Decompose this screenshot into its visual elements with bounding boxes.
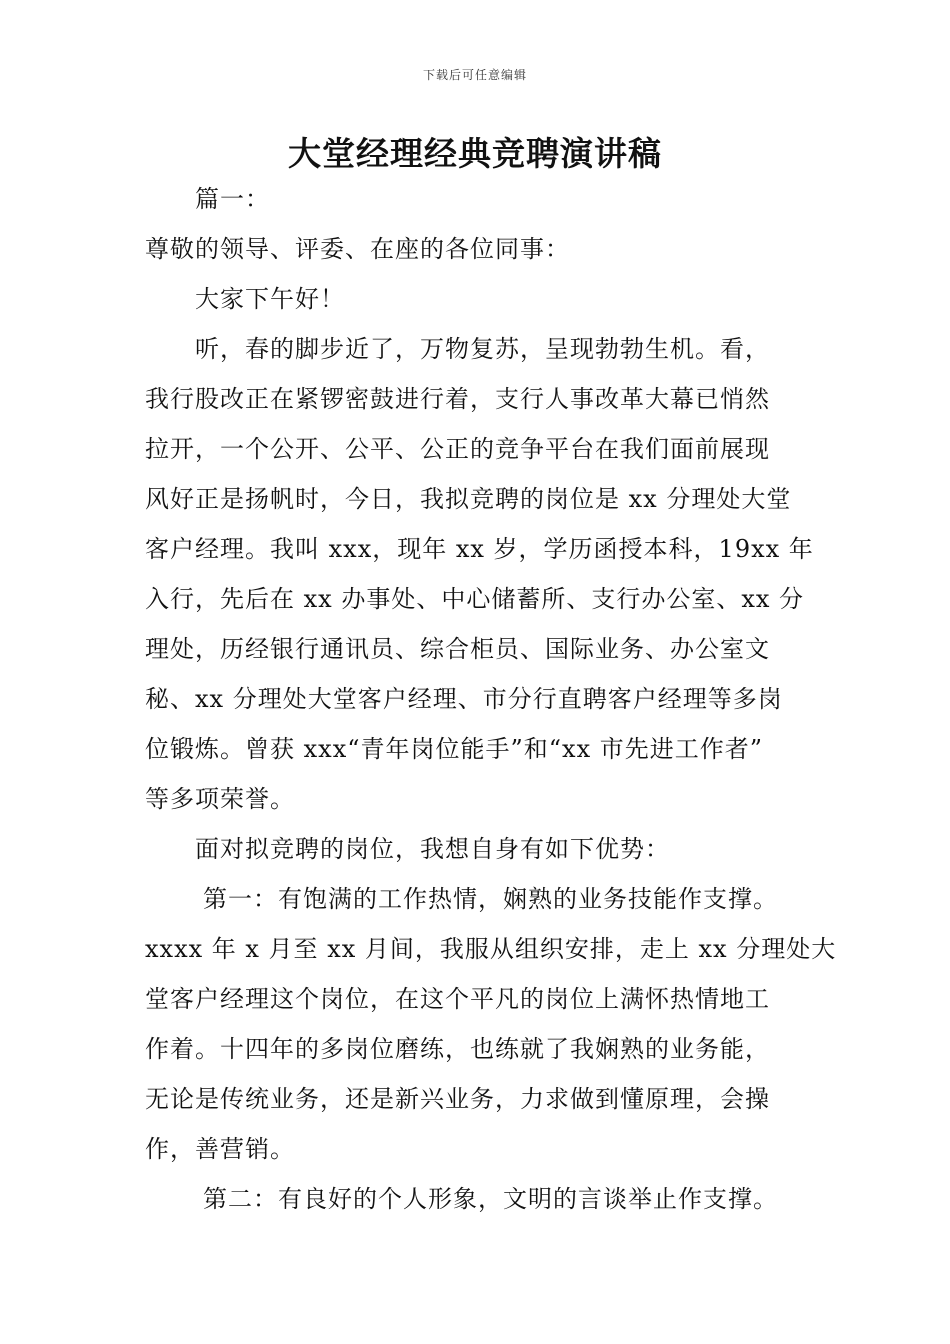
section-label: 篇一： [195,185,270,213]
paragraph-line: 第二：有良好的个人形象，文明的言谈举止作支撑。 [203,1185,778,1213]
paragraph-line: 拉开，一个公开、公平、公正的竞争平台在我们面前展现 [145,435,770,463]
paragraph-line: 尊敬的领导、评委、在座的各位同事： [145,235,570,263]
paragraph-line: 理处，历经银行通讯员、综合柜员、国际业务、办公室文 [145,635,770,663]
paragraph-line: 风好正是扬帆时，今日，我拟竞聘的岗位是 xx 分理处大堂 [145,485,792,513]
paragraph-line: 客户经理。我叫 xxx，现年 xx 岁，学历函授本科，19xx 年 [145,535,814,563]
paragraph-line: 大家下午好！ [195,285,345,313]
paragraph-line: xxxx 年 x 月至 xx 月间，我服从组织安排，走上 xx 分理处大 [145,935,837,963]
document-title: 大堂经理经典竞聘演讲稿 [288,134,662,173]
paragraph-line: 等多项荣誉。 [145,785,295,813]
paragraph-line: 面对拟竞聘的岗位，我想自身有如下优势： [195,835,670,863]
paragraph-line: 我行股改正在紧锣密鼓进行着，支行人事改革大幕已悄然 [145,385,770,413]
paragraph-line: 作着。十四年的多岗位磨练，也练就了我娴熟的业务能， [145,1035,770,1063]
paragraph-line: 入行，先后在 xx 办事处、中心储蓄所、支行办公室、xx 分 [145,585,805,613]
paragraph-line: 听，春的脚步近了，万物复苏，呈现勃勃生机。看， [195,335,770,363]
paragraph-line: 秘、xx 分理处大堂客户经理、市分行直聘客户经理等多岗 [145,685,783,713]
paragraph-line: 第一：有饱满的工作热情，娴熟的业务技能作支撑。 [203,885,778,913]
paragraph-line: 位锻炼。曾获 xxx“青年岗位能手”和“xx 市先进工作者” [145,735,764,763]
paragraph-line: 堂客户经理这个岗位，在这个平凡的岗位上满怀热情地工 [145,985,770,1013]
paragraph-line: 无论是传统业务，还是新兴业务，力求做到懂原理，会操 [145,1085,770,1113]
paragraph-line: 作，善营销。 [145,1135,295,1163]
document-body [145,174,837,1224]
header-note: 下载后可任意编辑 [422,68,527,82]
